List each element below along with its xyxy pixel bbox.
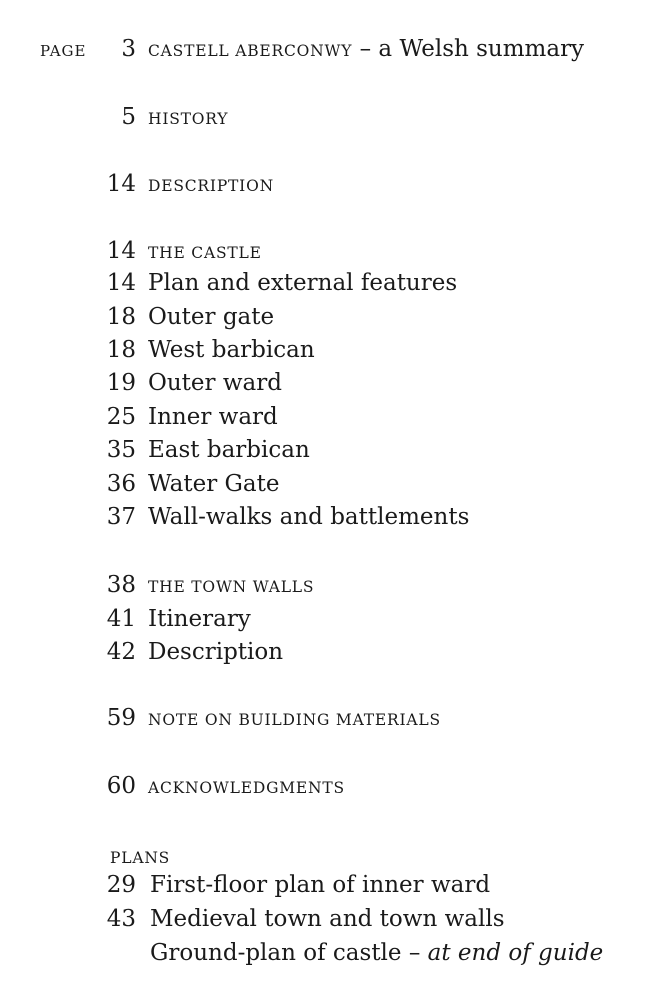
- toc-page-number: 60: [106, 773, 136, 799]
- toc-page-number: 18: [106, 304, 136, 330]
- plan-title: First-floor plan of inner ward: [150, 872, 491, 898]
- plan-page-number: 29: [106, 872, 136, 898]
- toc-page-number: 14: [106, 238, 136, 264]
- toc-page-number: 36: [106, 471, 136, 497]
- toc-page-number: 35: [106, 437, 136, 463]
- toc-page-number: 14: [106, 171, 136, 197]
- toc-title: West barbican: [148, 337, 315, 363]
- toc-title: Outer ward: [148, 370, 282, 396]
- toc-title: Description: [148, 639, 284, 665]
- plan-title-italic: at end of guide: [427, 940, 604, 966]
- toc-page-number: 25: [106, 404, 136, 430]
- toc-page-number: 19: [106, 370, 136, 396]
- toc-page-number: 5: [121, 104, 136, 130]
- toc-page-number: 3: [121, 36, 136, 62]
- toc-title: Plan and external features: [148, 270, 458, 296]
- toc-title: Water Gate: [148, 471, 280, 497]
- toc-page-number: 59: [106, 705, 136, 731]
- toc-title: THE TOWN WALLS: [148, 578, 315, 596]
- plan-page-number: 43: [106, 906, 136, 932]
- toc-title: East barbican: [148, 437, 310, 463]
- toc-title: NOTE ON BUILDING MATERIALS: [148, 711, 441, 729]
- plan-title-text: Ground-plan of castle –: [150, 940, 428, 966]
- toc-title-caps: CASTELL ABERCONWY: [148, 42, 353, 60]
- toc-page-number: 14: [106, 270, 136, 296]
- toc-title: THE CASTLE: [148, 244, 262, 262]
- plan-title: [150, 940, 603, 966]
- toc-title: Inner ward: [148, 404, 278, 430]
- page-column-label: PAGE: [40, 42, 87, 60]
- toc-title: [148, 36, 584, 62]
- toc-title: DESCRIPTION: [148, 177, 274, 195]
- toc-title-suffix: – a Welsh summary: [352, 36, 585, 62]
- toc-title: Outer gate: [148, 304, 275, 330]
- toc-title: Wall-walks and battlements: [148, 504, 470, 530]
- plans-heading: PLANS: [110, 849, 171, 867]
- toc-title: Itinerary: [148, 606, 251, 632]
- toc-page-number: 41: [106, 606, 136, 632]
- toc-page-number: 38: [106, 572, 136, 598]
- toc-title: HISTORY: [148, 110, 229, 128]
- plan-title: Medieval town and town walls: [150, 906, 505, 932]
- toc-page-number: 42: [106, 639, 136, 665]
- toc-page-number: 37: [106, 504, 136, 530]
- toc-page-number: 18: [106, 337, 136, 363]
- toc-title: ACKNOWLEDGMENTS: [148, 779, 345, 797]
